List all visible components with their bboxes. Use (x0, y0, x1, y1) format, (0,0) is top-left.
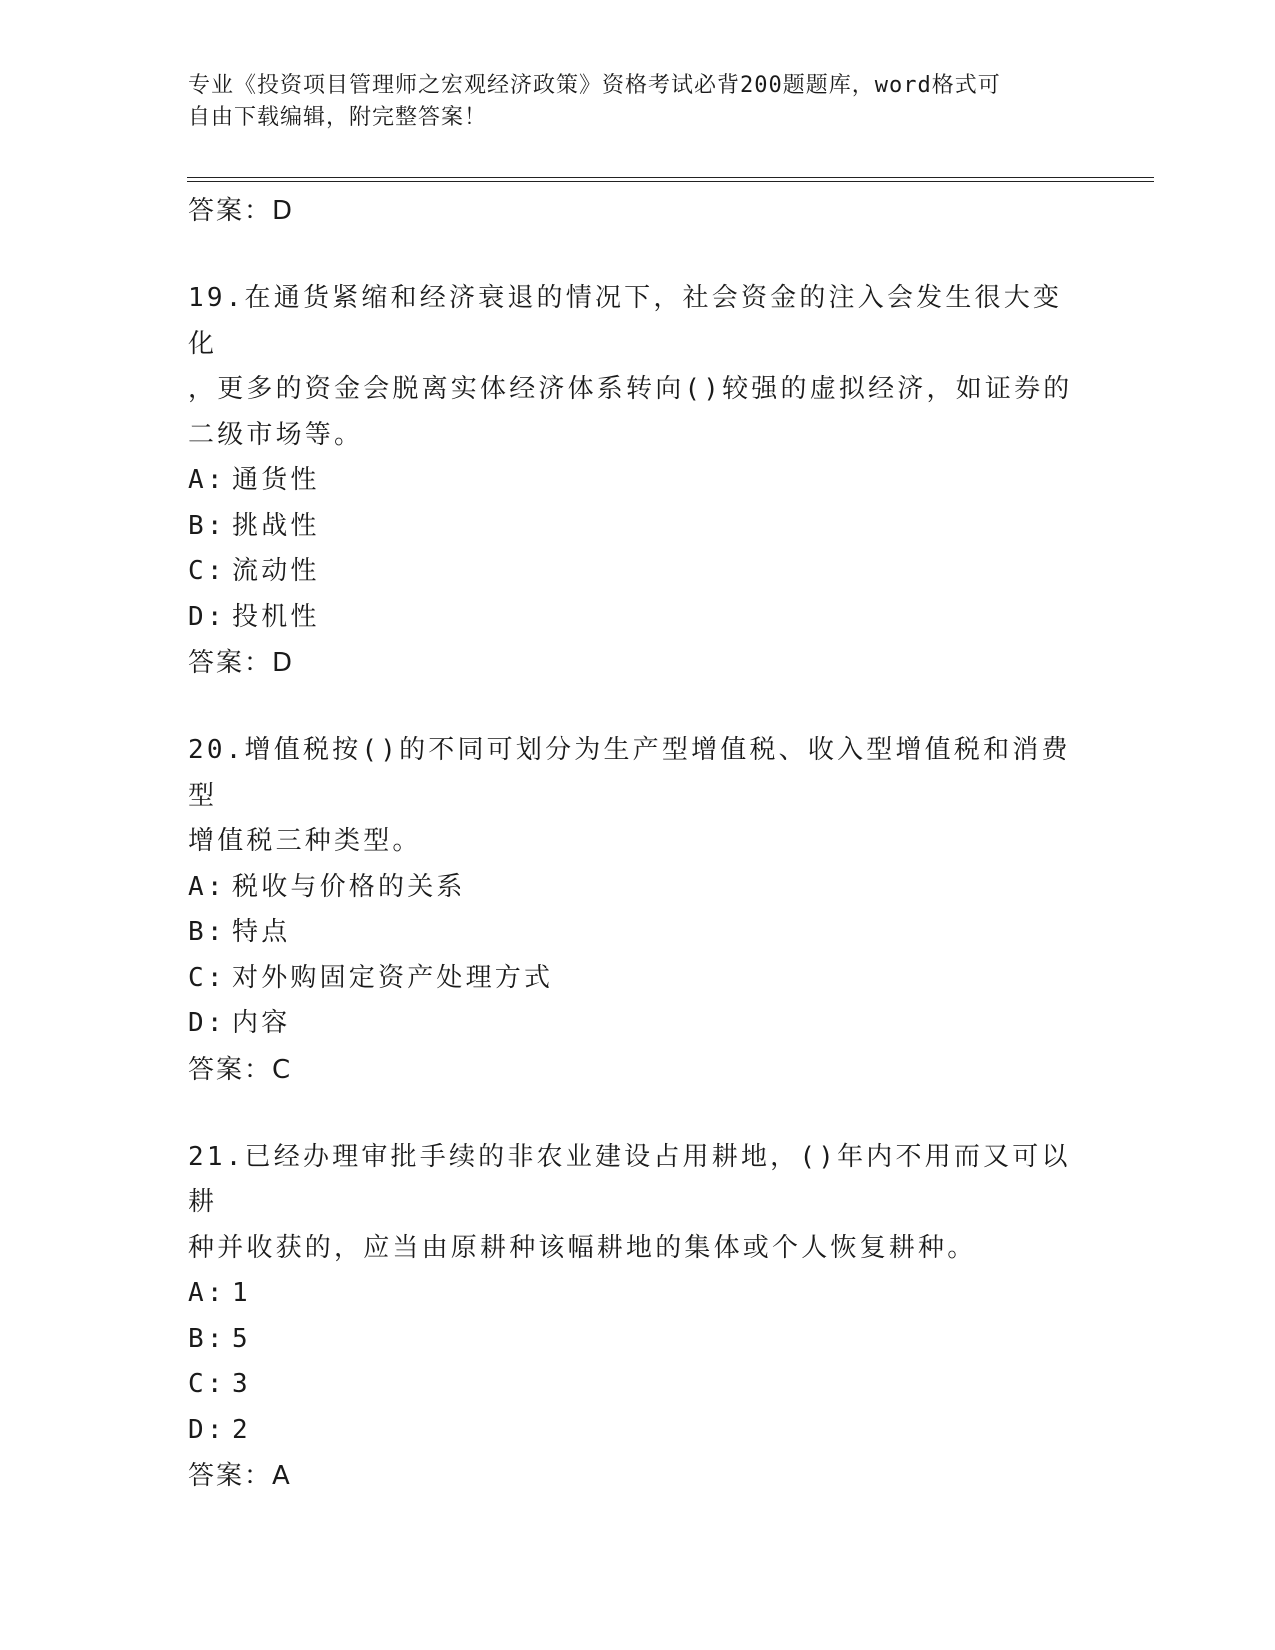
previous-answer: 答案：D (188, 196, 295, 226)
option-text: 内容 (232, 1008, 291, 1038)
option-c (188, 549, 1088, 595)
option-a (188, 458, 1088, 504)
question-line: 20.增值税按()的不同可划分为生产型增值税、收入型增值税和消费型 (188, 735, 1071, 811)
option-a (188, 1271, 1088, 1317)
answer: 答案：D (188, 648, 295, 678)
option-key: D: (188, 1008, 226, 1038)
question-line: ，更多的资金会脱离实体经济体系转向()较强的虚拟经济，如证券的 (188, 374, 1073, 404)
question-text (188, 728, 1088, 865)
option-key: B: (188, 1323, 226, 1354)
option-text: 税收与价格的关系 (232, 871, 466, 902)
question-line: 19.在通货紧缩和经济衰退的情况下，社会资金的注入会发生很大变化 (188, 283, 1063, 359)
question-line: 种并收获的，应当由原耕种该幅耕地的集体或个人恢复耕种。 (188, 1232, 977, 1263)
option-key: D: (188, 601, 226, 632)
option-text: 对外购固定资产处理方式 (232, 962, 554, 993)
header-divider-top (187, 177, 1154, 178)
option-text: 特点 (232, 917, 291, 947)
option-key: C: (188, 962, 226, 993)
option-text: 挑战性 (232, 510, 320, 541)
question-line: 增值税三种类型。 (188, 826, 422, 856)
option-text: 3 (232, 1369, 251, 1399)
question-line: 21.已经办理审批手续的非农业建设占用耕地，()年内不用而又可以耕 (188, 1141, 1071, 1217)
option-key: B: (188, 917, 226, 947)
option-a (188, 865, 1088, 911)
option-c (188, 956, 1088, 1002)
answer: 答案：A (188, 1461, 292, 1491)
option-key: A: (188, 1278, 226, 1308)
option-text: 投机性 (232, 601, 320, 632)
question-20 (188, 728, 1088, 1093)
option-b (188, 504, 1088, 550)
question-19 (188, 276, 1088, 686)
question-line: 二级市场等。 (188, 419, 364, 450)
option-d (188, 1408, 1088, 1454)
option-d (188, 595, 1088, 641)
header-line-2: 自由下载编辑，附完整答案！ (188, 105, 488, 130)
document-body (188, 188, 1088, 1499)
question-text (188, 1135, 1088, 1272)
option-text: 流动性 (232, 556, 320, 586)
option-text: 通货性 (232, 465, 320, 495)
option-c (188, 1362, 1088, 1408)
option-key: C: (188, 556, 226, 586)
option-b (188, 910, 1088, 956)
header-divider-bottom (187, 181, 1154, 182)
option-key: B: (188, 510, 226, 541)
option-text: 1 (232, 1278, 251, 1308)
question-21 (188, 1135, 1088, 1500)
option-key: A: (188, 465, 226, 495)
option-text: 5 (232, 1323, 251, 1354)
document-header (188, 70, 1078, 134)
header-line-1: 专业《投资项目管理师之宏观经济政策》资格考试必背200题题库，word格式可 (188, 73, 1001, 98)
option-key: C: (188, 1369, 226, 1399)
option-key: A: (188, 871, 226, 902)
option-text: 2 (232, 1414, 251, 1445)
option-d (188, 1001, 1088, 1047)
option-b (188, 1317, 1088, 1363)
question-text (188, 276, 1088, 458)
answer: 答案：C (188, 1054, 293, 1085)
option-key: D: (188, 1414, 226, 1445)
